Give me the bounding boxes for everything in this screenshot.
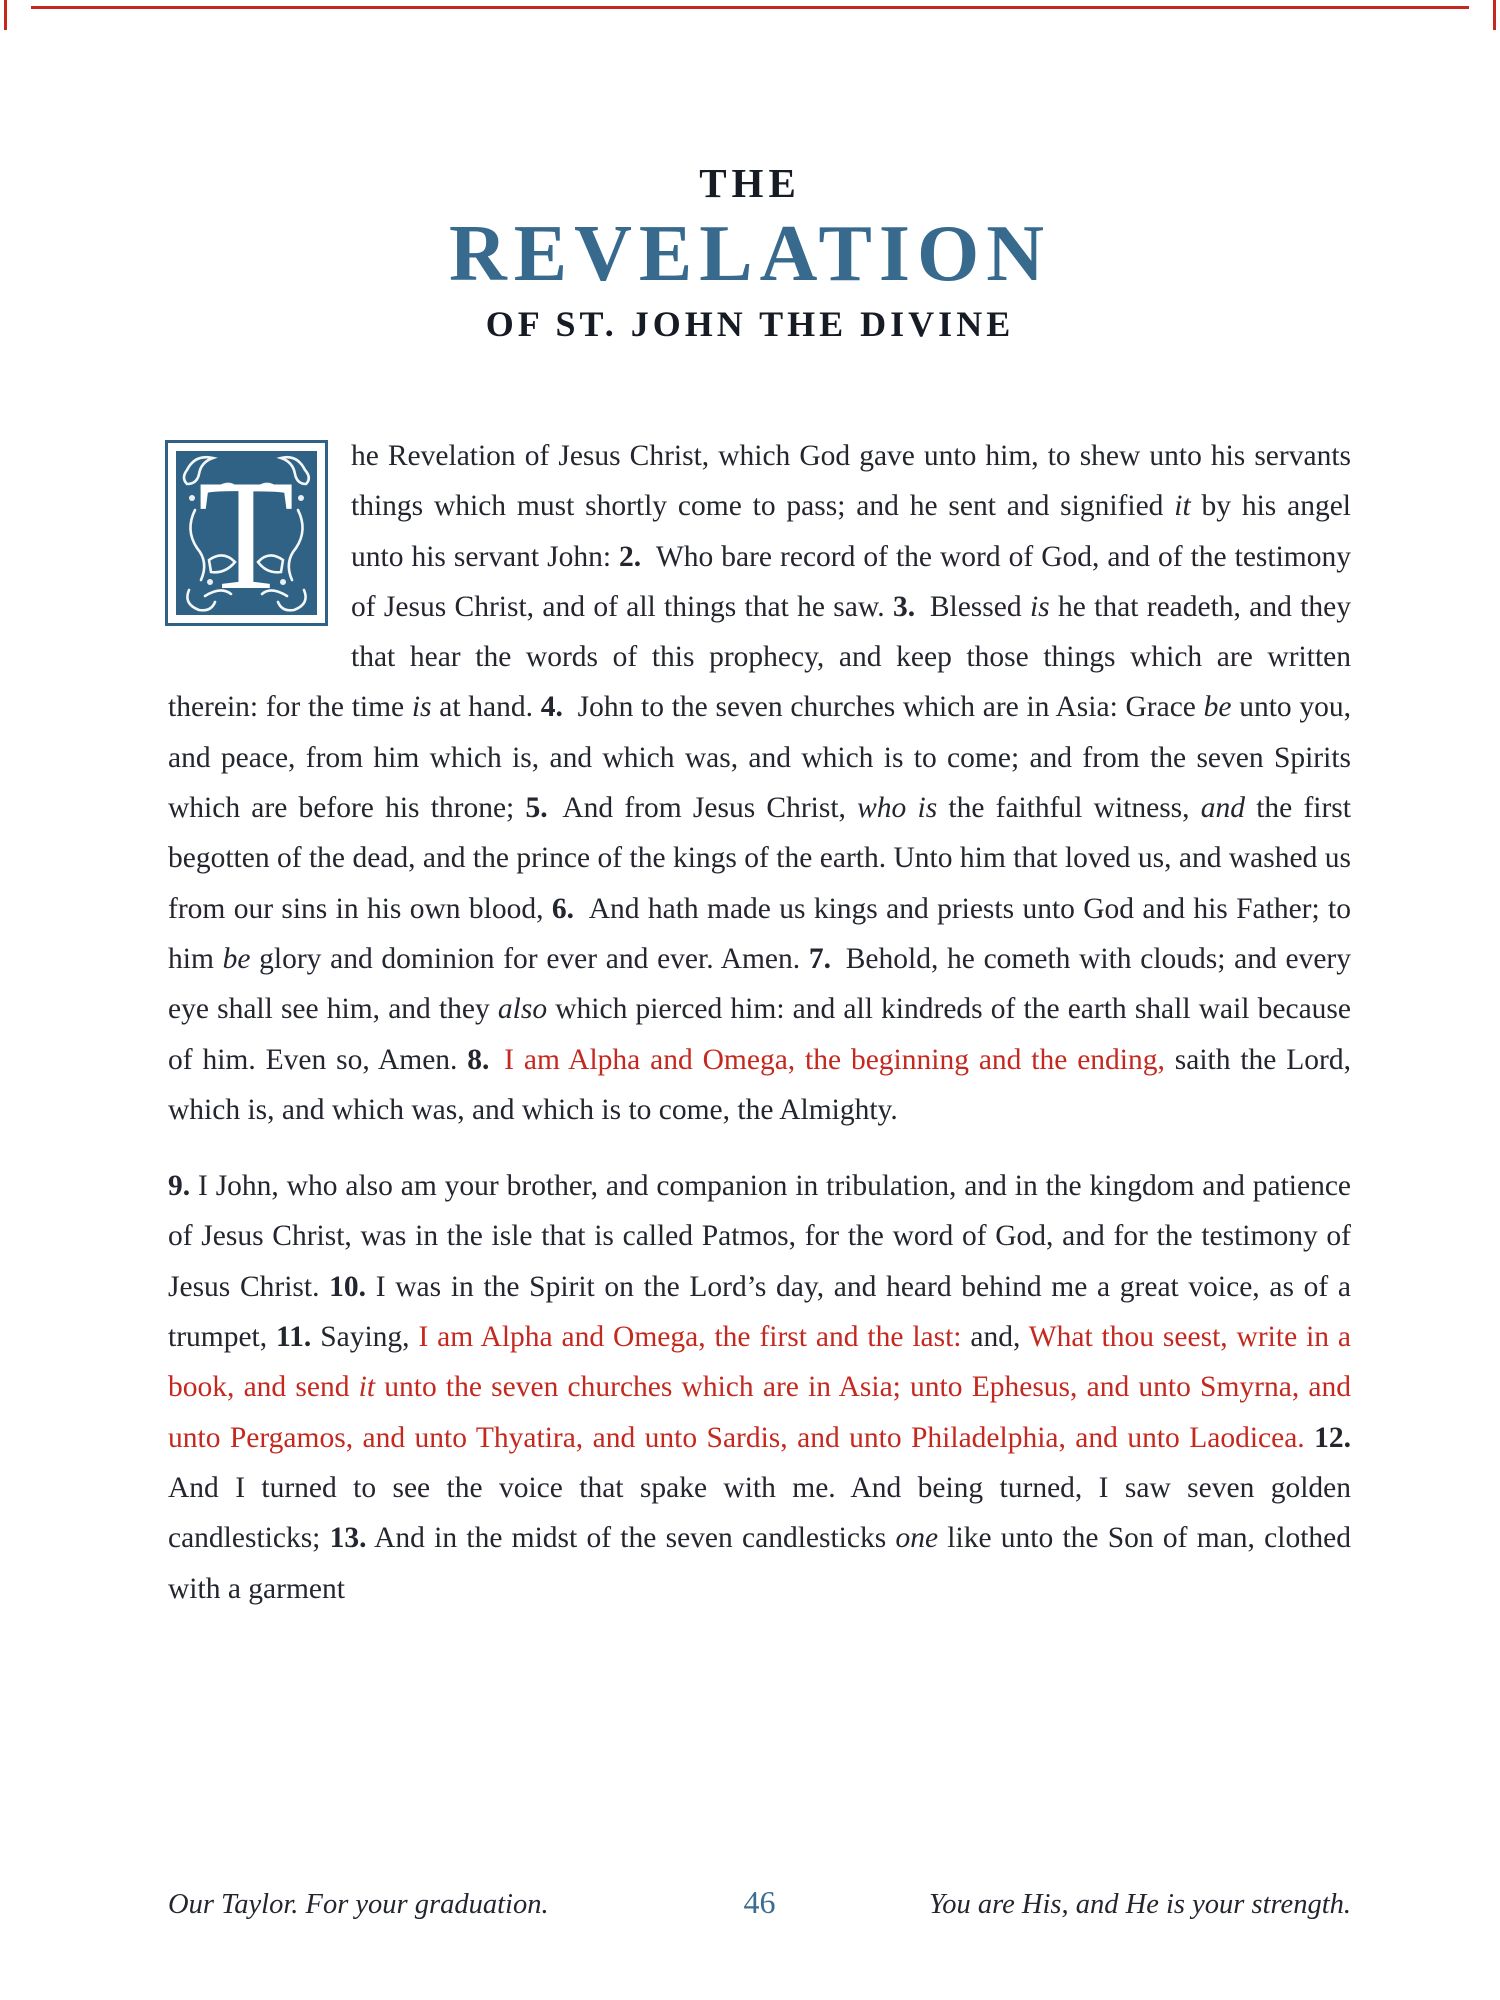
text-segment: And hath made us kings and priests unto God and his Father; to him: [168, 892, 1351, 975]
text-segment: I am Alpha and Omega, the first and the last:: [418, 1321, 962, 1354]
footer-dedication-right: You are His, and He is your strength.: [929, 1889, 1351, 1920]
text-segment: saith the Lord, which is, and which was, and which is to come, the Almighty.: [168, 1043, 1351, 1126]
text-segment: unto you, and peace, from him which is, and which was, and which is to come; and from the seven Spirits which are before his throne;: [168, 691, 1351, 825]
page-title: REVELATION: [449, 210, 1051, 298]
text-segment: I John, who also am your brother, and companion in tribulation, and in the kingdom and patience of Jesus Christ, was in the isle that is called Patmos, for the word of God, and for the testimony of Jesus Christ.: [168, 1170, 1351, 1303]
text-segment: the first begotten of the dead, and the prince of the kings of the earth. Unto him that loved us, and washed us from our sins in his own blood,: [168, 792, 1351, 925]
text-segment: he Revelation of Jesus Christ, which God gave unto him, to shew unto his servants things which must shortly come to pass; and he sent and signified: [351, 440, 1351, 523]
text-segment: 12.: [1314, 1421, 1351, 1454]
text-segment: and: [1200, 792, 1245, 825]
text-segment: it: [1174, 490, 1191, 523]
text-segment: it: [358, 1371, 376, 1404]
masthead: [0, 160, 1500, 346]
text-segment: and,: [961, 1321, 1029, 1354]
text-segment: 10.: [329, 1270, 367, 1303]
text-segment: 5.: [525, 792, 548, 825]
text-segment: 7.: [808, 942, 831, 975]
paragraph-verses-9-13: [168, 1161, 1351, 1614]
verses-1-8-text: [168, 440, 1351, 1126]
text-segment: 11.: [276, 1321, 312, 1354]
text-segment: the faithful witness,: [937, 792, 1201, 825]
text-segment: And I turned to see the voice that spake with me. And being turned, I saw seven golden candlesticks;: [168, 1471, 1351, 1555]
text-segment: unto the seven churches which are in Asia; unto Ephesus, and unto Smyrna, and unto Pergamos, and unto Thyatira, and unto Sardis, and unto Philadelphia, and unto Laodicea.: [168, 1371, 1351, 1454]
text-segment: who is: [857, 792, 938, 825]
title-the: THE: [699, 160, 801, 206]
text-segment: at hand.: [431, 691, 541, 724]
text-segment: 2.: [619, 540, 642, 573]
text-segment: 3.: [892, 590, 916, 623]
text-segment: Blessed: [915, 590, 1030, 623]
text-segment: he that readeth, and they that hear the words of this prophecy, and keep those things which are written therein: for the time: [168, 590, 1352, 724]
text-segment: And from Jesus Christ,: [547, 792, 858, 825]
page-footer: [168, 1884, 1351, 1921]
text-segment: is: [411, 691, 432, 724]
text-segment: 9.: [168, 1170, 191, 1203]
drop-cap-ornament: [165, 440, 328, 626]
text-segment: What thou seest, write in a book, and send: [168, 1321, 1352, 1404]
text-segment: [489, 1044, 504, 1076]
text-segment: which pierced him: and all kindreds of the earth shall wail because of him. Even so, Amen.: [168, 993, 1351, 1076]
text-segment: Saying,: [311, 1321, 419, 1354]
paragraph-verses-1-8: [168, 431, 1351, 1135]
text-segment: 6.: [551, 892, 574, 925]
footer-dedication-left: Our Taylor. For your graduation.: [168, 1889, 549, 1920]
page-subtitle: OF ST. JOHN THE DIVINE: [485, 304, 1015, 344]
page-border-left-stub: [4, 0, 7, 30]
text-segment: Who bare record of the word of God, and of the testimony of Jesus Christ, and of all things that he saw.: [351, 540, 1351, 623]
text-segment: John to the seven churches which are in Asia: Grace: [562, 691, 1204, 724]
text-segment: also: [497, 993, 548, 1026]
text-segment: is: [1029, 590, 1050, 623]
text-segment: one: [895, 1522, 939, 1555]
text-segment: I am Alpha and Omega, the beginning and the ending,: [504, 1043, 1165, 1076]
text-segment: by his angel unto his servant John:: [351, 490, 1351, 573]
page-border-right-stub: [1493, 0, 1496, 30]
text-segment: like unto the Son of man, clothed with a garment: [168, 1522, 1351, 1605]
text-segment: be: [222, 942, 251, 975]
drop-cap-letter: T: [197, 448, 295, 623]
text-segment: 13.: [329, 1522, 367, 1555]
drop-cap-illustration: [165, 440, 328, 626]
text-segment: be: [1203, 691, 1232, 724]
text-segment: 8.: [467, 1043, 490, 1076]
text-segment: 4.: [540, 691, 563, 724]
text-segment: Behold, he cometh with clouds; and every eye shall see him, and they: [168, 942, 1351, 1026]
text-segment: glory and dominion for ever and ever. Amen.: [250, 942, 809, 975]
page-border-top: [31, 6, 1469, 9]
text-segment: And in the midst of the seven candlesticks: [366, 1522, 896, 1555]
text-segment: I was in the Spirit on the Lord’s day, and heard behind me a great voice, as of a trumpet,: [168, 1270, 1351, 1354]
scripture-text: [168, 431, 1351, 1614]
page-number: 46: [743, 1884, 776, 1920]
